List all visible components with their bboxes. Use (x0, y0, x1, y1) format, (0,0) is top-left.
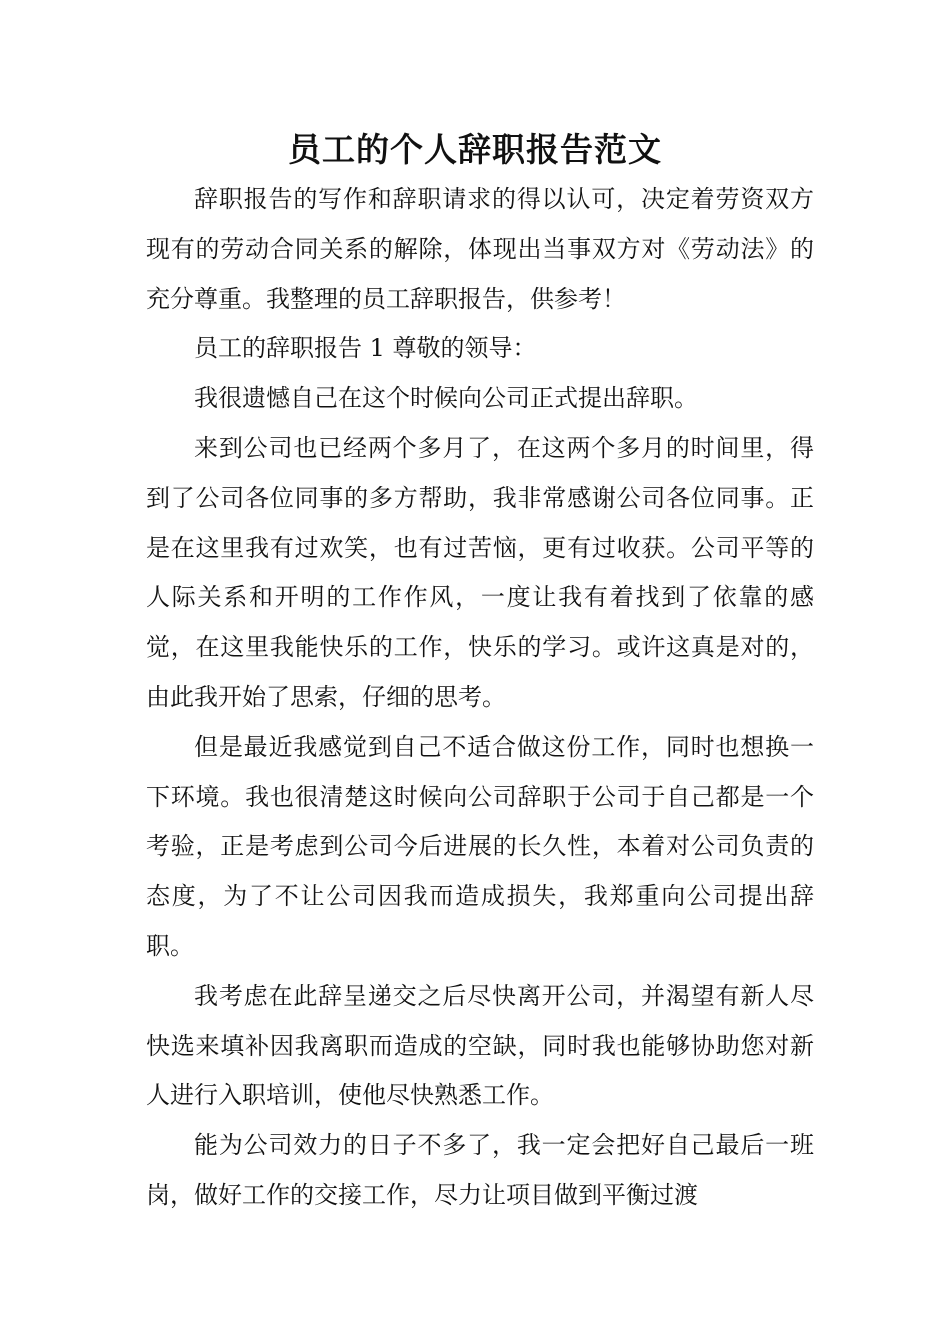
paragraph-reason: 但是最近我感觉到自己不适合做这份工作，同时也想换一下环境。我也很清楚这时候向公司辞职于公司于自己都是一个考验，正是考虑到公司今后进展的长久性，本着对公司负责的态度，为了不让公司因我而造成损失，我郑重向公司提出辞职。 (146, 732, 814, 960)
document-title: 员工的个人辞职报告范文 (288, 130, 662, 169)
paragraph-experience: 来到公司也已经两个多月了，在这两个多月的时间里，得到了公司各位同事的多方帮助，我非常感谢公司各位同事。正是在这里我有过欢笑，也有过苦恼，更有过收获。公司平等的人际关系和开明的工作作风，一度让我有着找到了依靠的感觉，在这里我能快乐的工作，快乐的学习。或许这真是对的，由此我开始了思索，仔细的思考。 (146, 433, 814, 711)
paragraph-closing: 能为公司效力的日子不多了，我一定会把好自己最后一班岗，做好工作的交接工作，尽力让项目做到平衡过渡 (146, 1131, 814, 1209)
paragraph-handover: 我考虑在此辞呈递交之后尽快离开公司，并渴望有新人尽快选来填补因我离职而造成的空缺，同时我也能够协助您对新人进行入职培训，使他尽快熟悉工作。 (146, 981, 814, 1110)
paragraph-intro: 辞职报告的写作和辞职请求的得以认可，决定着劳资双方现有的劳动合同关系的解除，体现出当事双方对《劳动法》的充分尊重。我整理的员工辞职报告，供参考！ (146, 185, 814, 313)
document-body (146, 175, 814, 1221)
paragraph-salutation: 员工的辞职报告 1 尊敬的领导： (194, 334, 537, 363)
paragraph-opening: 我很遗憾自己在这个时候向公司正式提出辞职。 (194, 384, 698, 413)
